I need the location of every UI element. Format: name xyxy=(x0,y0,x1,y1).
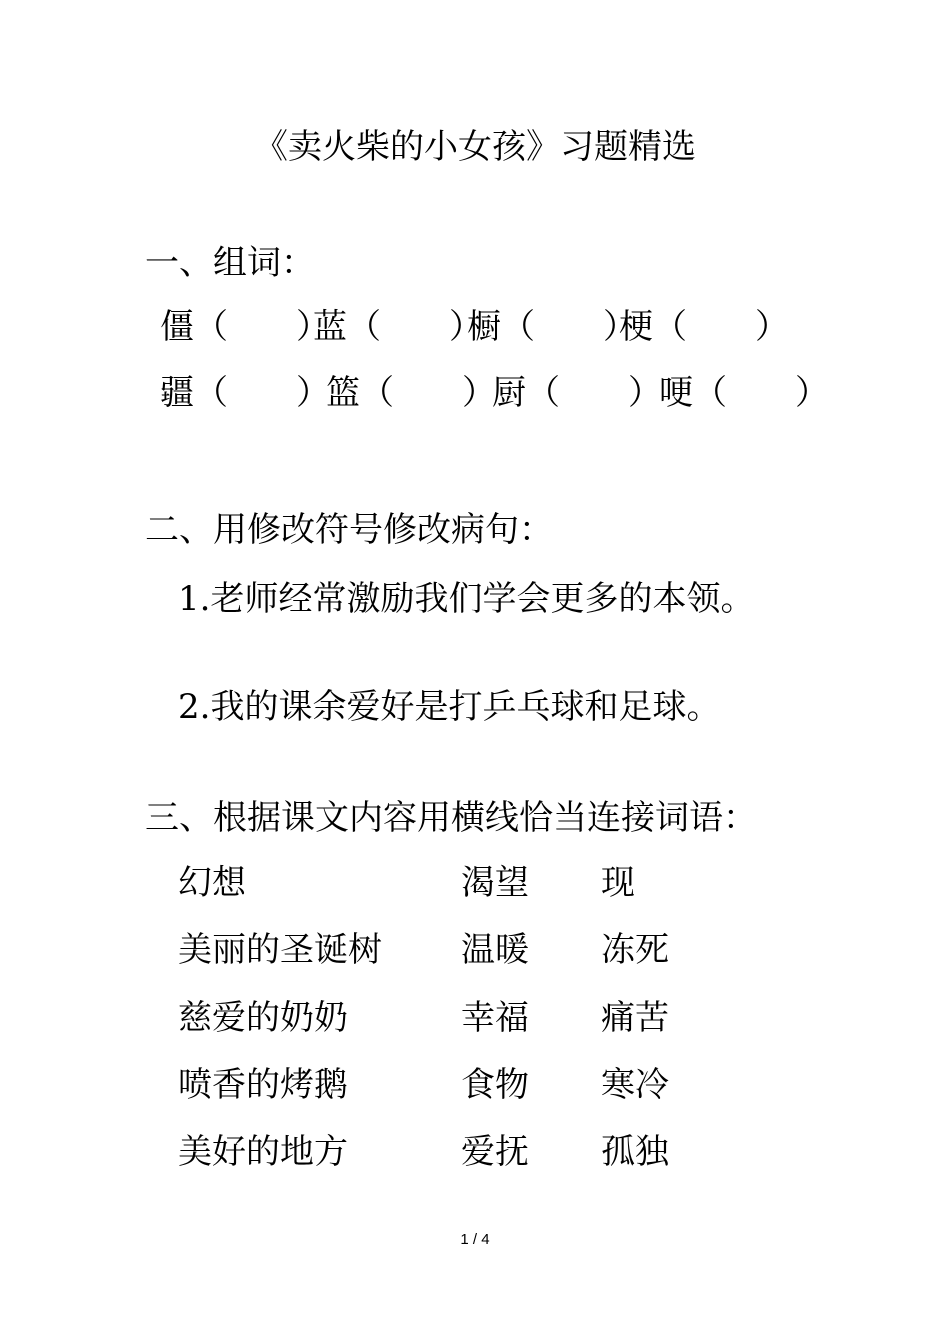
match-right-item: 现 xyxy=(601,863,635,903)
word-item: 篮（ ） xyxy=(326,373,496,413)
sentence-item: 2.我的课余爱好是打乒乓球和足球。 xyxy=(178,687,721,727)
sentence-item: 1.老师经常激励我们学会更多的本领。 xyxy=(178,579,755,619)
section-3-heading: 三、根据课文内容用横线恰当连接词语： xyxy=(145,798,757,838)
match-middle-item: 食物 xyxy=(461,1065,529,1105)
page-number: 1 / 4 xyxy=(460,1231,490,1248)
match-right-item: 痛苦 xyxy=(601,998,669,1038)
match-middle-item: 爱抚 xyxy=(461,1132,529,1172)
match-left-item: 慈爱的奶奶 xyxy=(178,998,348,1038)
word-item: 蓝（ ） xyxy=(313,307,483,347)
word-item: 疆（ ） xyxy=(160,373,330,413)
match-right-item: 寒冷 xyxy=(601,1065,669,1105)
section-1-heading: 一、组词： xyxy=(145,243,315,283)
match-left-item: 美丽的圣诞树 xyxy=(178,930,382,970)
match-left-item: 幻想 xyxy=(178,863,246,903)
word-item: 僵（ ） xyxy=(160,307,330,347)
word-item: 厨（ ） xyxy=(492,373,662,413)
section-2-heading: 二、用修改符号修改病句： xyxy=(145,510,553,550)
match-right-item: 孤独 xyxy=(601,1132,669,1172)
match-middle-item: 渴望 xyxy=(461,863,529,903)
word-item: 哽（ ） xyxy=(659,373,829,413)
match-middle-item: 幸福 xyxy=(461,998,529,1038)
match-left-item: 喷香的烤鹅 xyxy=(178,1065,348,1105)
match-middle-item: 温暖 xyxy=(461,930,529,970)
match-right-item: 冻死 xyxy=(601,930,669,970)
page-title: 《卖火柴的小女孩》习题精选 xyxy=(254,127,696,167)
word-item: 橱（ ） xyxy=(467,307,637,347)
word-item: 梗（ ） xyxy=(619,307,789,347)
match-left-item: 美好的地方 xyxy=(178,1132,348,1172)
